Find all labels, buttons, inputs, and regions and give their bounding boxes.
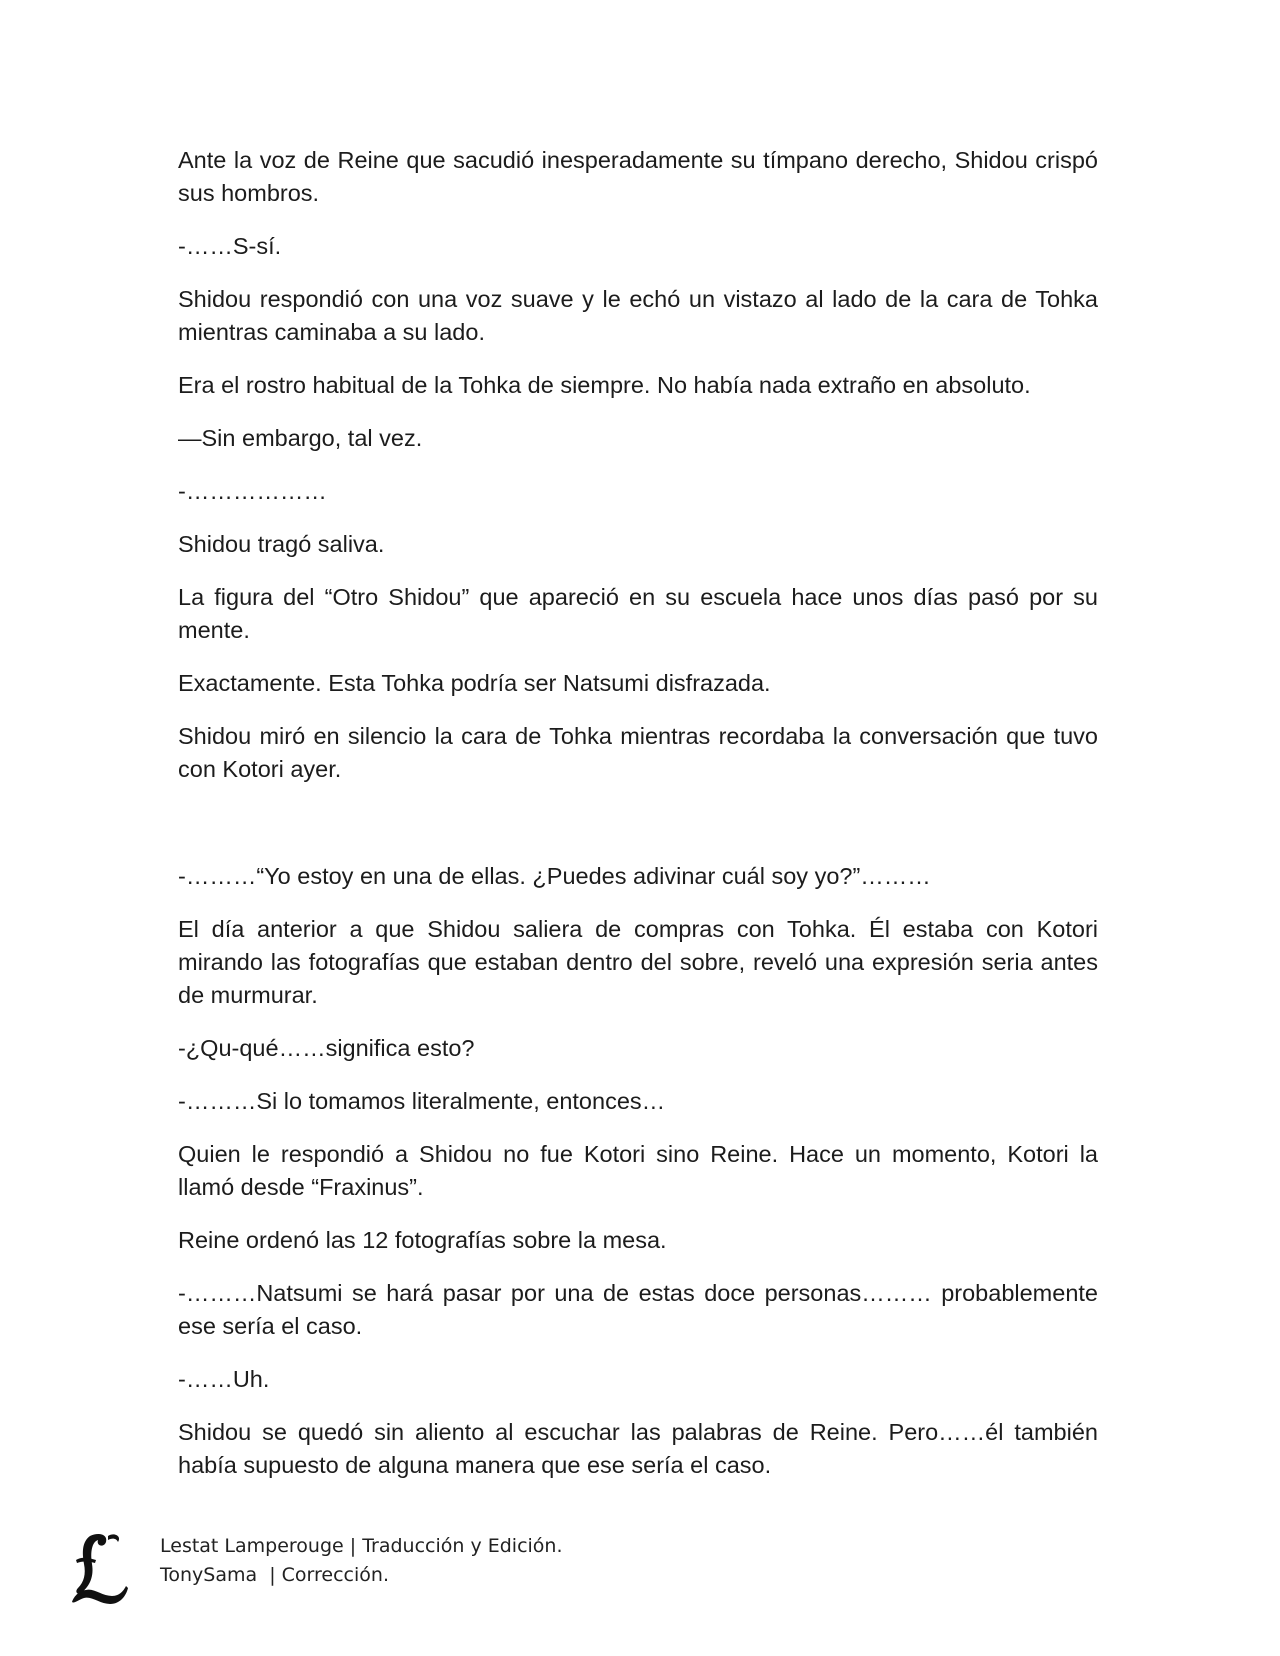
paragraph: Shidou respondió con una voz suave y le echó un vistazo al lado de la cara de Tohka mientras caminaba a su lado. [178, 286, 1098, 345]
paragraph: -……………… [178, 478, 327, 504]
credit-translation: Lestat Lamperouge | Traducción y Edición. [160, 1535, 563, 1557]
paragraph: -………Natsumi se hará pasar por una de estas doce personas……… probablemente ese sería el caso. [178, 1280, 1098, 1339]
paragraph: La figura del “Otro Shidou” que apareció en su escuela hace unos días pasó por su mente. [178, 584, 1098, 643]
paragraph: -………“Yo estoy en una de ellas. ¿Puedes adivinar cuál soy yo?”……… [178, 863, 931, 889]
paragraph: El día anterior a que Shidou saliera de compras con Tohka. Él estaba con Kotori mirando las fotografías que estaban dentro del sobre, reveló una expresión seria antes de murmurar. [178, 916, 1098, 1008]
paragraph: -………Si lo tomamos literalmente, entonces… [178, 1088, 666, 1114]
paragraph: Shidou miró en silencio la cara de Tohka mientras recordaba la conversación que tuvo con Kotori ayer. [178, 723, 1098, 782]
paragraph: -……Uh. [178, 1366, 270, 1392]
page-footer [68, 1530, 668, 1610]
credits [160, 1532, 563, 1590]
paragraph: Reine ordenó las 12 fotografías sobre la mesa. [178, 1227, 667, 1253]
paragraph: Quien le respondió a Shidou no fue Kotori sino Reine. Hace un momento, Kotori la llamó desde “Fraxinus”. [178, 1141, 1098, 1200]
paragraph: —Sin embargo, tal vez. [178, 425, 423, 451]
document-body [178, 144, 1098, 1502]
paragraph: -……S-sí. [178, 233, 282, 259]
paragraph: Exactamente. Esta Tohka podría ser Natsumi disfrazada. [178, 670, 771, 696]
paragraph: Shidou se quedó sin aliento al escuchar las palabras de Reine. Pero……él también había supuesto de alguna manera que ese sería el caso. [178, 1419, 1098, 1478]
paragraph: Era el rostro habitual de la Tohka de siempre. No había nada extraño en absoluto. [178, 372, 1031, 398]
paragraph: -¿Qu-qué……significa esto? [178, 1035, 475, 1061]
credit-correction: TonySama | Corrección. [160, 1564, 389, 1586]
gothic-l-logo-icon [68, 1530, 130, 1608]
paragraph: Ante la voz de Reine que sacudió inesperadamente su tímpano derecho, Shidou crispó sus hombros. [178, 147, 1098, 206]
paragraph: Shidou tragó saliva. [178, 531, 385, 557]
section-break [178, 806, 1098, 860]
